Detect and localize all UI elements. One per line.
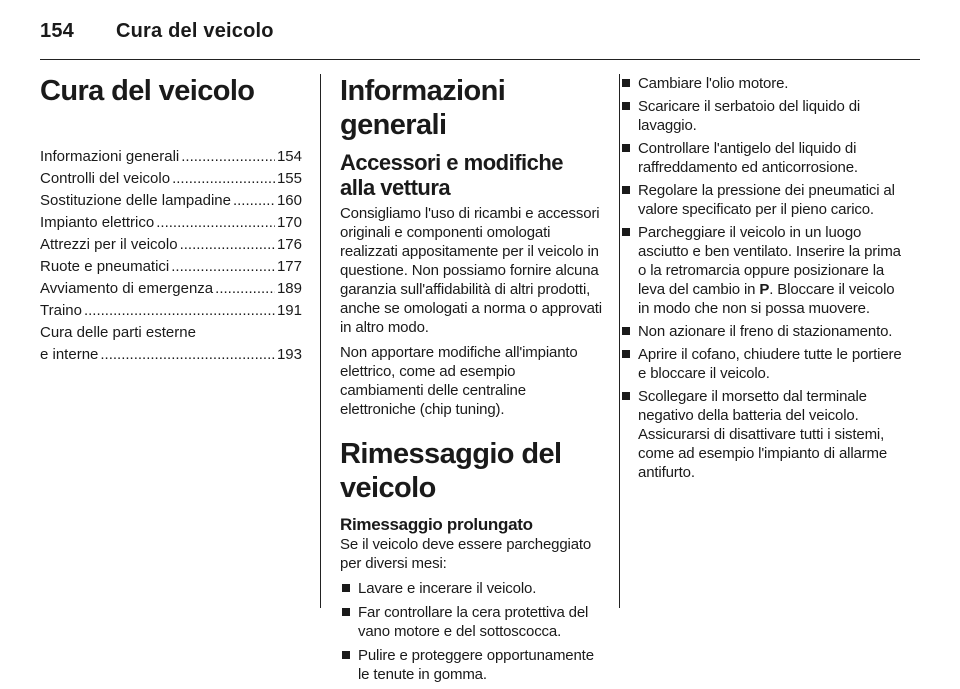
- list-item-text: Lavare e incerare il veicolo.: [358, 580, 537, 597]
- list-item-text: Far controllare la cera protettiva del vano motore e del sottoscocca.: [358, 604, 589, 640]
- bullet-icon: [622, 327, 630, 335]
- list-item-text: Controllare l'antigelo del liquido di raffreddamento ed anticorrosione.: [638, 140, 858, 176]
- page-header: [40, 20, 274, 43]
- paragraph: Consigliamo l'uso di ricambi e accessori originali e componenti omologati realizzati appositamente per il veicolo in questione. Non possiamo fornire alcuna garanzia sull'affidabilità di altri prodotti, anche se omologati a norma o approvati in altro modo.: [340, 205, 602, 336]
- subsection-title: Rimessaggio prolungato: [340, 515, 533, 534]
- bullet-list: [620, 223, 904, 318]
- list-item-text: Pulire e proteggere opportunamente le tenute in gomma.: [358, 647, 594, 683]
- list-item: [620, 97, 904, 135]
- list-item-text: Scollegare il morsetto dal terminale negativo della batteria del veicolo. Assicurarsi di disattivare tutti i sistemi, come ad esempio l'impianto di allarme antifurto.: [638, 388, 888, 481]
- bullet-icon: [342, 608, 350, 616]
- list-item: [620, 74, 904, 93]
- list-item: [620, 387, 904, 482]
- toc-item-label: Controlli del veicolo: [40, 170, 171, 187]
- toc-leader: [100, 344, 275, 366]
- bullet-icon: [622, 228, 630, 236]
- bullet-list: [620, 74, 904, 219]
- list-item: [620, 345, 904, 383]
- gear-letter: P: [759, 281, 770, 298]
- toc-list: [40, 146, 302, 322]
- list-item-text: Non azionare il freno di stazionamento.: [638, 323, 893, 340]
- toc-item-label: Traino: [40, 302, 82, 319]
- list-item: [620, 139, 904, 177]
- toc-item-label: Attrezzi per il veicolo: [40, 236, 178, 253]
- toc-item-label: e interne: [40, 346, 99, 363]
- toc-item-page: 176: [276, 236, 302, 253]
- toc-leader: [233, 190, 275, 212]
- bullet-icon: [622, 186, 630, 194]
- toc-item[interactable]: [40, 190, 302, 212]
- toc-item[interactable]: [40, 146, 302, 168]
- toc-item-label: Sostituzione delle lampadine: [40, 192, 231, 209]
- toc-item-page: 193: [276, 346, 302, 363]
- toc-item-label: Informazioni generali: [40, 148, 180, 165]
- paragraph: Se il veicolo deve essere parcheggiato per diversi mesi:: [340, 536, 592, 572]
- storage-column: [620, 74, 904, 486]
- list-item-text: Parcheggiare il veicolo in un luogo asciutto e ben ventilato. Inserire la prima o la retromarcia oppure posizionare la leva del cambio in: [638, 224, 901, 298]
- bullet-icon: [342, 651, 350, 659]
- paragraph: Non apportare modifiche all'impianto elettrico, come ad esempio cambiamenti delle centraline elettroniche (chip tuning).: [340, 344, 578, 418]
- toc-item[interactable]: [40, 212, 302, 234]
- toc-item[interactable]: [40, 322, 302, 366]
- list-item-text: Scaricare il serbatoio del liquido di lavaggio.: [638, 98, 861, 134]
- list-item: [340, 579, 602, 598]
- toc-item-label: Avviamento di emergenza: [40, 280, 214, 297]
- bullet-icon: [342, 584, 350, 592]
- general-column: [340, 74, 602, 689]
- subsection-title: Accessori e modifiche alla vettura: [340, 150, 564, 200]
- toc-item-label: Cura delle parti esterne: [40, 324, 196, 341]
- toc-leader: [181, 146, 275, 168]
- list-item: [620, 223, 904, 318]
- toc-leader: [215, 278, 275, 300]
- list-item-text: Regolare la pressione dei pneumatici al valore specificato per il pieno carico.: [638, 182, 895, 218]
- toc-item[interactable]: [40, 234, 302, 256]
- toc-item-page: 177: [276, 258, 302, 275]
- chapter-title: Cura del veicolo: [40, 75, 255, 107]
- list-item-text: Aprire il cofano, chiudere tutte le portiere e bloccare il veicolo.: [638, 346, 902, 382]
- toc-item-label: Impianto elettrico: [40, 214, 155, 231]
- toc-item-page: 191: [276, 302, 302, 319]
- toc-item-page: 170: [276, 214, 302, 231]
- list-item-text: . Bloccare il veicolo in modo che non si possa muovere.: [638, 281, 895, 317]
- toc-leader: [156, 212, 275, 234]
- section-title: Informazioni generali: [340, 75, 506, 141]
- toc-item-label: Ruote e pneumatici: [40, 258, 170, 275]
- list-item-text: Cambiare l'olio motore.: [638, 75, 789, 92]
- toc-item[interactable]: [40, 256, 302, 278]
- toc-leader: [84, 300, 275, 322]
- bullet-icon: [622, 144, 630, 152]
- bullet-icon: [622, 392, 630, 400]
- toc-item-page: 160: [276, 192, 302, 209]
- toc-item[interactable]: [40, 278, 302, 300]
- column-divider: [320, 74, 321, 608]
- toc-leader: [171, 256, 275, 278]
- toc-leader: [180, 234, 275, 256]
- list-item: [620, 322, 904, 341]
- bullet-list: [620, 322, 904, 482]
- bullet-icon: [622, 102, 630, 110]
- bullet-icon: [622, 79, 630, 87]
- section-title: Rimessaggio del veicolo: [340, 438, 562, 504]
- toc-item-page: 155: [276, 170, 302, 187]
- page-number: 154: [40, 20, 74, 42]
- toc-item-page: 154: [276, 148, 302, 165]
- list-item: [340, 603, 602, 641]
- header-title: Cura del veicolo: [116, 20, 274, 42]
- toc-leader: [172, 168, 275, 190]
- toc-item[interactable]: [40, 168, 302, 190]
- list-item: [620, 181, 904, 219]
- bullet-icon: [622, 350, 630, 358]
- bullet-list: [340, 579, 602, 684]
- header-rule: [40, 59, 920, 60]
- toc-column: [40, 74, 302, 366]
- toc-item-page: 189: [276, 280, 302, 297]
- list-item: [340, 646, 602, 684]
- toc-item[interactable]: [40, 300, 302, 322]
